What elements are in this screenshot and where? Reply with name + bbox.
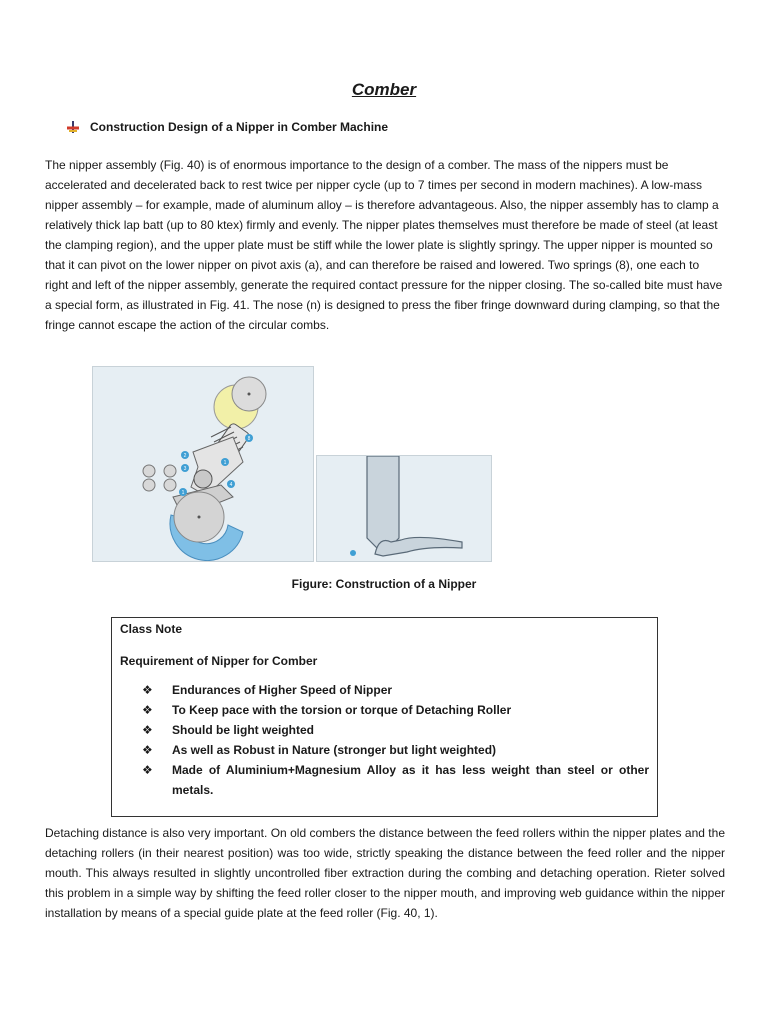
diamond-bullet-icon: ❖ — [142, 703, 153, 717]
section-heading-text: Construction Design of a Nipper in Comber Machine — [90, 120, 389, 134]
figure-caption: Figure: Construction of a Nipper — [291, 577, 477, 591]
class-note-subtitle: Requirement of Nipper for Comber — [120, 654, 318, 668]
nipper-assembly-figure — [92, 366, 314, 562]
diamond-bullet-icon: ❖ — [142, 683, 153, 697]
class-note-title: Class Note — [120, 622, 183, 636]
detaching-rollers — [143, 465, 176, 491]
bullet-arrow-icon — [66, 120, 80, 134]
list-item: ❖ As well as Robust in Nature (stronger but light weighted) — [142, 740, 649, 760]
nipper-bite-figure — [316, 455, 492, 562]
marker-4-label: 4 — [229, 482, 233, 488]
marker-1-label: 1 — [223, 460, 227, 466]
feed-roller — [194, 470, 212, 488]
list-item: ❖ To Keep pace with the torsion or torque of Detaching Roller — [142, 700, 649, 720]
diamond-bullet-icon: ❖ — [142, 723, 153, 737]
list-item: ❖ Endurances of Higher Speed of Nipper — [142, 680, 649, 700]
marker-2-label: 2 — [183, 453, 187, 459]
page-title: Comber — [351, 80, 417, 99]
nose-marker — [350, 550, 356, 556]
detaching-distance-paragraph: Detaching distance is also very important. On old combers the distance between the feed rollers within the nipper plates and the detaching rollers (in their nearest position) was too wide, strictly speaking the distance between the feed roller and the nipper mouth. This always resulted in slightly uncontrolled fiber extraction during the combing and detaching operation. Rieter solved this problem in a simple way by shifting the feed roller closer to the nipper mouth, and improving web guidance within the nipper installation by means of a special guide plate at the feed roller (Fig. 40, 1). — [45, 826, 725, 920]
diamond-bullet-icon: ❖ — [142, 763, 153, 777]
requirements-list — [120, 680, 649, 800]
list-item: ❖ Should be light weighted — [142, 720, 649, 740]
intro-paragraph: The nipper assembly (Fig. 40) is of enormous importance to the design of a comber. The mass of the nippers must be accelerated and decelerated back to rest twice per nipper cycle (up to 7 times per second in modern machines). A low-mass nipper assembly – for example, made of aluminum alloy – is therefore advantageous. Also, the nipper assembly has to clamp a relatively thick lap batt (up to 80 ktex) firmly and evenly. The nipper plates themselves must therefore be made of steel (at least the clamping region), and the upper plate must be stiff while the lower plate is slightly springy. The upper nipper is mounted so that it can pivot on the lower nipper on pivot axis (a), and can therefore be raised and lowered. Two springs (8), one each to right and left of the nipper assembly, generate the required contact pressure for the nipper closing. The so-called bite must have a special form, as illustrated in Fig. 41. The nose (n) is designed to press the fiber fringe downward during clamping, so that the fringe cannot escape the action of the circular combs. — [45, 158, 723, 332]
class-note-box — [111, 617, 658, 817]
marker-3-label: 3 — [183, 466, 187, 472]
marker-8-label: 8 — [247, 436, 251, 442]
section-heading — [66, 120, 388, 134]
marker-1b-label: 1 — [181, 490, 185, 496]
list-item: ❖ Made of Aluminium+Magnesium Alloy as it has less weight than steel or other metals. — [142, 760, 649, 800]
upper-plate — [367, 456, 399, 550]
diamond-bullet-icon: ❖ — [142, 743, 153, 757]
